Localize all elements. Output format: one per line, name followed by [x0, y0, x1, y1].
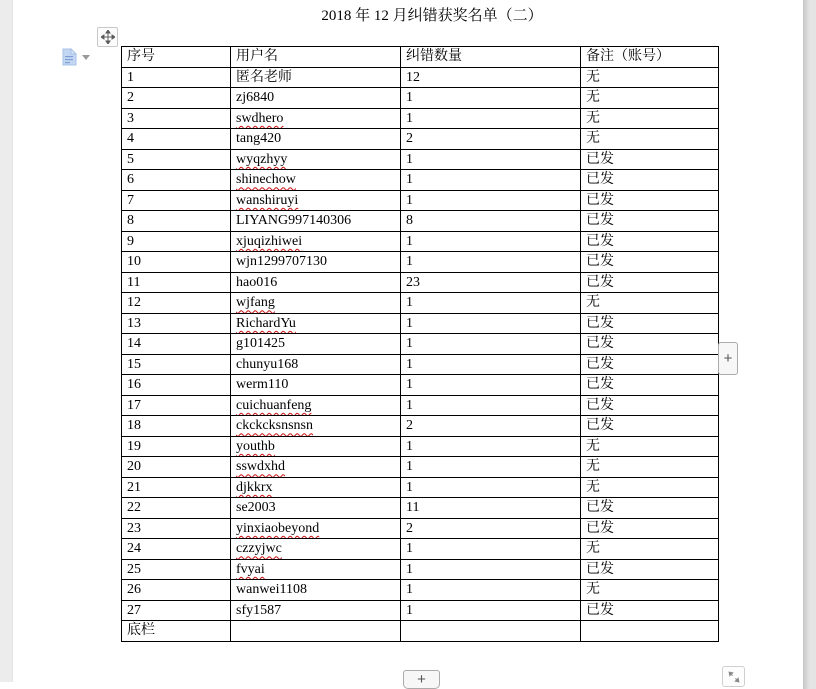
table-row	[122, 67, 719, 88]
cell-count[interactable]: 1	[401, 559, 581, 580]
cell-remark[interactable]: 无	[581, 436, 719, 457]
table-row	[122, 559, 719, 580]
cell-count[interactable]: 1	[401, 354, 581, 375]
cell-remark[interactable]: 已发	[581, 149, 719, 170]
paste-document-icon	[61, 48, 77, 66]
table-row	[122, 313, 719, 334]
table-row	[122, 88, 719, 109]
username-text: yinxiaobeyond	[236, 520, 320, 536]
cell-username[interactable]	[231, 395, 401, 416]
cell-remark[interactable]: 无	[581, 108, 719, 129]
cell-remark[interactable]: 已发	[581, 313, 719, 334]
username-text: LIYANG997140306	[236, 213, 352, 229]
cell-serial[interactable]: 11	[122, 272, 231, 293]
cell-serial[interactable]: 16	[122, 375, 231, 396]
username-text: se2003	[236, 500, 276, 516]
cell-username[interactable]	[231, 293, 401, 314]
table-row	[122, 231, 719, 252]
cell-serial[interactable]: 27	[122, 600, 231, 621]
table-row	[122, 334, 719, 355]
cell-count[interactable]: 1	[401, 170, 581, 191]
cell-count[interactable]: 1	[401, 457, 581, 478]
username-text: RichardYu	[236, 315, 296, 331]
cell-count[interactable]: 8	[401, 211, 581, 232]
username-text: werm110	[236, 377, 289, 393]
table-row	[122, 539, 719, 560]
cell-remark[interactable]: 无	[581, 129, 719, 150]
cell-username[interactable]	[231, 129, 401, 150]
cell-count[interactable]: 2	[401, 416, 581, 437]
username-text: hao016	[236, 274, 278, 290]
cell-remark[interactable]: 已发	[581, 498, 719, 519]
cell-remark[interactable]: 已发	[581, 231, 719, 252]
table-row	[122, 190, 719, 211]
table-row	[122, 395, 719, 416]
cell-serial[interactable]: 底栏	[122, 621, 231, 642]
table-row	[122, 621, 719, 642]
cell-remark[interactable]: 已发	[581, 416, 719, 437]
cell-count[interactable]: 1	[401, 108, 581, 129]
username-text: wjn1299707130	[236, 254, 327, 270]
cell-remark[interactable]: 已发	[581, 272, 719, 293]
cell-count[interactable]: 11	[401, 498, 581, 519]
cell-remark[interactable]: 已发	[581, 395, 719, 416]
cell-count[interactable]: 2	[401, 129, 581, 150]
cell-username[interactable]	[231, 108, 401, 129]
table-row	[122, 354, 719, 375]
cell-username[interactable]	[231, 457, 401, 478]
page-left-gutter	[0, 0, 13, 682]
username-text: youthb	[236, 438, 275, 454]
cell-count[interactable]: 1	[401, 436, 581, 457]
add-row-button[interactable]: +	[403, 670, 440, 689]
header-cell-username[interactable]: 用户名	[231, 47, 401, 68]
username-text: shinechow	[236, 172, 296, 188]
username-text: xjuqizhiwei	[236, 233, 303, 249]
cell-username[interactable]	[231, 477, 401, 498]
cell-remark[interactable]: 无	[581, 88, 719, 109]
cell-count[interactable]: 1	[401, 293, 581, 314]
table-row	[122, 518, 719, 539]
cell-count[interactable]: 1	[401, 375, 581, 396]
cell-remark[interactable]: 已发	[581, 211, 719, 232]
cell-count[interactable]	[401, 621, 581, 642]
cell-remark[interactable]	[581, 621, 719, 642]
table-row	[122, 580, 719, 601]
header-cell-remark[interactable]: 备注（账号）	[581, 47, 719, 68]
move-cross-icon	[101, 30, 115, 44]
cell-username[interactable]	[231, 149, 401, 170]
diagonal-resize-icon	[727, 670, 741, 684]
cell-username[interactable]	[231, 170, 401, 191]
cell-count[interactable]: 23	[401, 272, 581, 293]
cell-remark[interactable]: 已发	[581, 354, 719, 375]
cell-count[interactable]: 1	[401, 88, 581, 109]
header-cell-serial[interactable]: 序号	[122, 47, 231, 68]
cell-serial[interactable]: 20	[122, 457, 231, 478]
cell-remark[interactable]: 已发	[581, 190, 719, 211]
table-row	[122, 477, 719, 498]
cell-username[interactable]	[231, 518, 401, 539]
cell-username[interactable]	[231, 67, 401, 88]
cell-count[interactable]: 1	[401, 600, 581, 621]
cell-username[interactable]	[231, 600, 401, 621]
cell-count[interactable]: 1	[401, 313, 581, 334]
cell-username[interactable]	[231, 252, 401, 273]
cell-count[interactable]: 1	[401, 190, 581, 211]
username-text: sfy1587	[236, 602, 282, 618]
cell-count[interactable]: 1	[401, 334, 581, 355]
username-text: wanshiruyi	[236, 192, 299, 208]
username-text: djkkrx	[236, 479, 273, 495]
cell-remark[interactable]: 已发	[581, 170, 719, 191]
cell-serial[interactable]: 14	[122, 334, 231, 355]
table-row	[122, 108, 719, 129]
cell-count[interactable]: 1	[401, 477, 581, 498]
cell-serial[interactable]: 10	[122, 252, 231, 273]
cell-serial[interactable]: 2	[122, 88, 231, 109]
table-row	[122, 211, 719, 232]
document-title[interactable]: 2018 年 12 月纠错获奖名单（二）	[321, 8, 543, 24]
cell-count[interactable]: 2	[401, 518, 581, 539]
cell-username[interactable]	[231, 313, 401, 334]
page-right-gutter	[803, 0, 816, 689]
username-text: 匿名老师	[236, 69, 292, 85]
cell-serial[interactable]: 1	[122, 67, 231, 88]
cell-count[interactable]: 1	[401, 395, 581, 416]
cell-username[interactable]	[231, 436, 401, 457]
cell-serial[interactable]: 21	[122, 477, 231, 498]
username-text: wyqzhyy	[236, 151, 288, 167]
cell-username[interactable]	[231, 334, 401, 355]
table-row	[122, 416, 719, 437]
cell-serial[interactable]: 22	[122, 498, 231, 519]
paste-options-button[interactable]	[61, 47, 90, 67]
add-column-button[interactable]: +	[718, 342, 738, 375]
table-move-handle[interactable]	[97, 27, 118, 47]
table-row	[122, 293, 719, 314]
cell-username[interactable]	[231, 580, 401, 601]
username-text: czzyjwc	[236, 541, 282, 557]
cell-serial[interactable]: 18	[122, 416, 231, 437]
cell-username[interactable]	[231, 211, 401, 232]
cell-remark[interactable]: 无	[581, 477, 719, 498]
cell-username[interactable]	[231, 272, 401, 293]
cell-serial[interactable]: 15	[122, 354, 231, 375]
cell-remark[interactable]: 无	[581, 293, 719, 314]
table-row	[122, 457, 719, 478]
cell-count[interactable]: 1	[401, 252, 581, 273]
cell-serial[interactable]: 5	[122, 149, 231, 170]
cell-username[interactable]	[231, 231, 401, 252]
username-text: swdhero	[236, 110, 284, 126]
username-text: tang420	[236, 131, 282, 147]
cell-username[interactable]	[231, 354, 401, 375]
cell-remark[interactable]: 已发	[581, 559, 719, 580]
cell-count[interactable]: 1	[401, 580, 581, 601]
table-resize-handle[interactable]	[722, 666, 745, 687]
table-row	[122, 149, 719, 170]
cell-username[interactable]	[231, 190, 401, 211]
cell-count[interactable]: 1	[401, 539, 581, 560]
cell-remark[interactable]: 无	[581, 67, 719, 88]
username-text: sswdxhd	[236, 459, 286, 475]
cell-serial[interactable]: 4	[122, 129, 231, 150]
username-text: g101425	[236, 336, 285, 352]
cell-count[interactable]: 12	[401, 67, 581, 88]
cell-remark[interactable]: 无	[581, 539, 719, 560]
award-table	[121, 46, 719, 642]
cell-serial[interactable]: 8	[122, 211, 231, 232]
cell-serial[interactable]: 25	[122, 559, 231, 580]
cell-remark[interactable]: 已发	[581, 600, 719, 621]
username-text: fvyai	[236, 561, 265, 577]
cell-username[interactable]	[231, 375, 401, 396]
cell-serial[interactable]: 13	[122, 313, 231, 334]
cell-username[interactable]	[231, 416, 401, 437]
cell-count[interactable]: 1	[401, 231, 581, 252]
cell-username[interactable]	[231, 498, 401, 519]
table-row	[122, 272, 719, 293]
table-row	[122, 498, 719, 519]
cell-remark[interactable]: 已发	[581, 518, 719, 539]
username-text: wanwei1108	[236, 582, 308, 598]
table-row	[122, 375, 719, 396]
table-row	[122, 600, 719, 621]
header-cell-count[interactable]: 纠错数量	[401, 47, 581, 68]
cell-username[interactable]	[231, 539, 401, 560]
cell-remark[interactable]: 已发	[581, 334, 719, 355]
table-row	[122, 436, 719, 457]
username-text: cuichuanfeng	[236, 397, 312, 413]
cell-remark[interactable]: 无	[581, 580, 719, 601]
cell-serial[interactable]: 24	[122, 539, 231, 560]
username-text: wjfang	[236, 295, 275, 311]
cell-serial[interactable]: 19	[122, 436, 231, 457]
username-text: zj6840	[236, 90, 275, 106]
username-text: chunyu168	[236, 356, 299, 372]
cell-serial[interactable]: 7	[122, 190, 231, 211]
username-text: ckckcksnsnsn	[236, 418, 313, 434]
cell-username[interactable]	[231, 88, 401, 109]
table-row	[122, 129, 719, 150]
cell-username[interactable]	[231, 559, 401, 580]
cell-count[interactable]: 1	[401, 149, 581, 170]
table-row	[122, 252, 719, 273]
cell-serial[interactable]: 12	[122, 293, 231, 314]
cell-remark[interactable]: 无	[581, 457, 719, 478]
chevron-down-icon	[82, 55, 90, 60]
table-row	[122, 170, 719, 191]
cell-serial[interactable]: 6	[122, 170, 231, 191]
cell-remark[interactable]: 已发	[581, 375, 719, 396]
cell-serial[interactable]: 26	[122, 580, 231, 601]
cell-serial[interactable]: 3	[122, 108, 231, 129]
cell-serial[interactable]: 9	[122, 231, 231, 252]
cell-serial[interactable]: 23	[122, 518, 231, 539]
header-row	[122, 47, 719, 68]
cell-serial[interactable]: 17	[122, 395, 231, 416]
cell-username[interactable]	[231, 621, 401, 642]
cell-remark[interactable]: 已发	[581, 252, 719, 273]
